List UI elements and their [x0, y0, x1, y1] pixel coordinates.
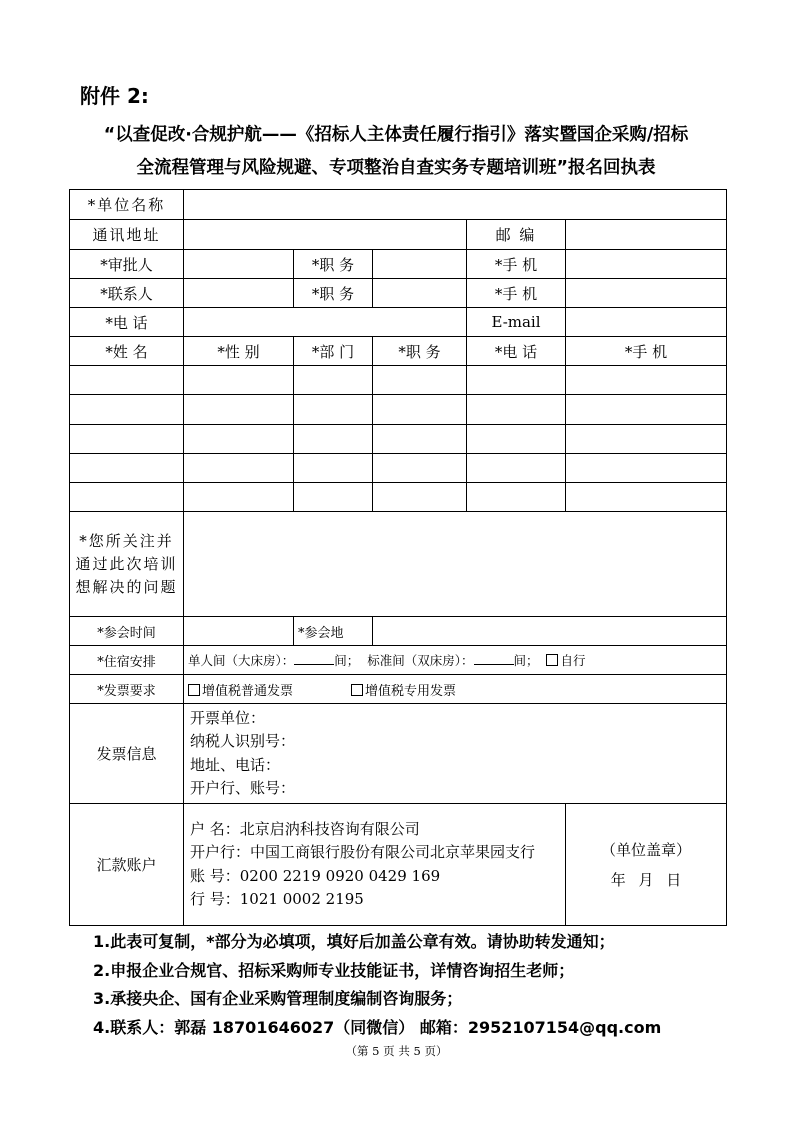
- self-arranged-checkbox[interactable]: [546, 654, 558, 666]
- col-header-name: *姓 名: [70, 337, 184, 366]
- participant-row: [70, 425, 727, 454]
- attachment-label: 附件 2:: [80, 84, 149, 108]
- participant-cell[interactable]: [294, 366, 373, 395]
- postcode-field[interactable]: [566, 220, 727, 250]
- participant-cell[interactable]: [467, 395, 566, 425]
- participant-row: [70, 454, 727, 483]
- participant-cell[interactable]: [467, 366, 566, 395]
- note-item: 2.申报企业合规官、招标采购师专业技能证书，详情咨询招生老师；: [93, 960, 575, 980]
- remit-line: 户 名：北京启汭科技咨询有限公司: [190, 819, 420, 838]
- remit-account-block: [184, 804, 566, 926]
- participant-cell[interactable]: [467, 454, 566, 483]
- remit-line: 行 号：1021 0002 2195: [190, 890, 364, 908]
- label-attend-place: *参会地: [294, 617, 373, 646]
- label-phone: *电 话: [70, 308, 184, 337]
- double-room-count-input[interactable]: [474, 652, 514, 665]
- participant-cell[interactable]: [70, 395, 184, 425]
- col-header-position: *职 务: [373, 337, 467, 366]
- label-unit-name: *单位名称: [70, 190, 184, 220]
- invoice-info-line: 开户行、账号：: [190, 779, 296, 797]
- participant-cell[interactable]: [566, 425, 727, 454]
- invoice-info-line: 地址、电话：: [190, 755, 281, 774]
- label-concerns: *您所关注并通过此次培训想解决的问题: [70, 512, 184, 617]
- seal-label: （单位盖章）: [601, 840, 692, 859]
- col-header-gender: *性 别: [184, 337, 294, 366]
- participant-row: [70, 395, 727, 425]
- remit-line: 账 号：0200 2219 0920 0429 169: [190, 866, 441, 885]
- lodging-double-unit: 间；: [513, 653, 539, 668]
- participant-cell[interactable]: [70, 454, 184, 483]
- participant-cell[interactable]: [184, 395, 294, 425]
- participant-cell[interactable]: [467, 425, 566, 454]
- label-contact-mobile: *手 机: [467, 279, 566, 308]
- label-approver-mobile: *手 机: [467, 250, 566, 279]
- normal-invoice-checkbox[interactable]: [188, 684, 200, 696]
- email-field[interactable]: [566, 308, 727, 337]
- participant-row: [70, 483, 727, 512]
- label-remit-account: 汇款账户: [70, 804, 184, 926]
- participant-cell[interactable]: [467, 483, 566, 512]
- approver-mobile-field[interactable]: [566, 250, 727, 279]
- label-contact-position: *职 务: [294, 279, 373, 308]
- participant-cell[interactable]: [373, 395, 467, 425]
- seal-area: [566, 804, 727, 926]
- seal-date: 年 月 日: [610, 870, 682, 889]
- participant-cell[interactable]: [184, 425, 294, 454]
- note-item: 3.承接央企、国有企业采购管理制度编制咨询服务；: [93, 989, 463, 1008]
- contact-position-field[interactable]: [373, 279, 467, 308]
- attend-time-field[interactable]: [184, 617, 294, 646]
- label-postcode: 邮 编: [467, 220, 566, 250]
- participant-row: [70, 366, 727, 395]
- special-invoice-checkbox[interactable]: [351, 684, 363, 696]
- label-attend-time: *参会时间: [70, 617, 184, 646]
- participant-cell[interactable]: [70, 366, 184, 395]
- lodging-options: [184, 646, 727, 675]
- note-item: 4.联系人：郭磊 18701646027（同微信） 邮箱：2952107154@qq.com: [93, 1017, 662, 1037]
- invoice-normal-label: 增值税普通发票: [202, 683, 294, 699]
- notes-list: [93, 928, 661, 1042]
- participant-cell[interactable]: [566, 483, 727, 512]
- invoice-info-line: 开票单位：: [190, 708, 266, 727]
- participant-cell[interactable]: [70, 425, 184, 454]
- participant-cell[interactable]: [294, 425, 373, 454]
- registration-form-table: [69, 189, 727, 926]
- contact-mobile-field[interactable]: [566, 279, 727, 308]
- col-header-mobile: *手 机: [566, 337, 727, 366]
- label-invoice-requirement: *发票要求: [70, 675, 184, 704]
- label-approver-position: *职 务: [294, 250, 373, 279]
- participant-cell[interactable]: [184, 454, 294, 483]
- lodging-single-label: 单人间（大床房）：: [188, 653, 295, 668]
- unit-name-field[interactable]: [184, 190, 727, 220]
- lodging-single-unit: 间；: [334, 653, 360, 668]
- page-title-line-1: “以查促改·合规护航——《招标人主体责任履行指引》落实暨国企采购/招标: [103, 125, 689, 145]
- page-footer: （第 5 页 共 5 页）: [345, 1044, 448, 1058]
- participant-cell[interactable]: [184, 366, 294, 395]
- page-title-line-2: 全流程管理与风险规避、专项整治自查实务专题培训班”报名回执表: [136, 158, 656, 178]
- participant-cell[interactable]: [373, 366, 467, 395]
- phone-field[interactable]: [184, 308, 467, 337]
- participant-cell[interactable]: [294, 483, 373, 512]
- participant-cell[interactable]: [70, 483, 184, 512]
- note-item: 1.此表可复制，*部分为必填项，填好后加盖公章有效。请协助转发通知；: [93, 932, 615, 951]
- label-invoice-info: 发票信息: [70, 704, 184, 804]
- label-contact: *联系人: [70, 279, 184, 308]
- label-address: 通讯地址: [70, 220, 184, 250]
- participant-cell[interactable]: [566, 395, 727, 425]
- participant-cell[interactable]: [373, 483, 467, 512]
- invoice-info-line: 纳税人识别号：: [190, 732, 296, 750]
- participant-cell[interactable]: [566, 454, 727, 483]
- approver-field[interactable]: [184, 250, 294, 279]
- address-field[interactable]: [184, 220, 467, 250]
- label-email: E-mail: [467, 308, 566, 337]
- approver-position-field[interactable]: [373, 250, 467, 279]
- invoice-special-label: 增值税专用发票: [365, 683, 457, 699]
- label-lodging: *住宿安排: [70, 646, 184, 675]
- lodging-double-label: 标准间（双床房）：: [367, 653, 474, 668]
- participant-cell[interactable]: [373, 425, 467, 454]
- invoice-requirement-options: [184, 675, 727, 704]
- single-room-count-input[interactable]: [294, 652, 334, 665]
- participant-cell[interactable]: [184, 483, 294, 512]
- lodging-self-label: 自行: [560, 653, 586, 668]
- contact-field[interactable]: [184, 279, 294, 308]
- col-header-dept: *部 门: [294, 337, 373, 366]
- col-header-phone: *电 话: [467, 337, 566, 366]
- participant-cell[interactable]: [294, 395, 373, 425]
- participant-cell[interactable]: [294, 454, 373, 483]
- participant-cell[interactable]: [566, 366, 727, 395]
- label-approver: *审批人: [70, 250, 184, 279]
- participant-cell[interactable]: [373, 454, 467, 483]
- concerns-field[interactable]: [184, 512, 727, 617]
- attend-place-field[interactable]: [373, 617, 727, 646]
- remit-line: 开户行：中国工商银行股份有限公司北京苹果园支行: [190, 843, 536, 861]
- invoice-info-block[interactable]: [184, 704, 727, 804]
